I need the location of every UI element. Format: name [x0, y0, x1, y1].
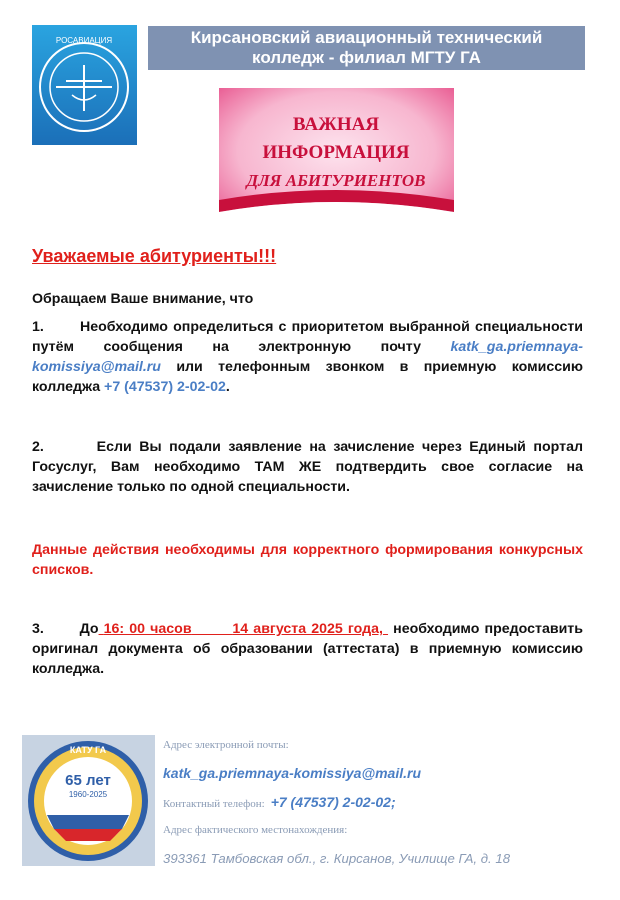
item-1-phone: +7 (47537) 2-02-02 [104, 379, 226, 395]
item-1-text-b: или телефонным звонком в приемную комиссию колледжа [32, 359, 583, 395]
item-2 [32, 437, 583, 497]
item-3 [32, 619, 583, 679]
item-1-email-link[interactable]: katk_ga.priemnaya-komissiya@mail.ru [32, 339, 583, 375]
phone-label: Контактный телефон: [163, 798, 265, 810]
phone-row [163, 794, 396, 810]
footer-email-link[interactable]: katk_ga.priemnaya-komissiya@mail.ru [163, 765, 421, 781]
deadline-date: 14 августа 2025 года, [232, 621, 383, 637]
banner-line1: ВАЖНАЯ [292, 114, 380, 135]
warning-text: Данные действия необходимы для корректного формирования конкурсных списков. [32, 542, 583, 578]
banner-line2: ИНФОРМАЦИЯ [262, 142, 410, 163]
important-info-banner [219, 88, 454, 228]
item-1-number: 1. [32, 319, 44, 335]
college-title-line1: Кирсановский авиационный технический [190, 28, 543, 47]
item-1-dot: . [225, 379, 230, 395]
svg-text:КАТУ ГА: КАТУ ГА [69, 745, 107, 755]
item-3-prefix: До [79, 621, 99, 637]
svg-text:65 лет: 65 лет [65, 772, 111, 789]
item-3-number: 3. [32, 621, 44, 637]
intro-text: Обращаем Ваше внимание, что [32, 291, 254, 307]
item-1 [32, 317, 583, 397]
anniversary-logo [22, 735, 155, 866]
deadline-time: 16: 00 часов [103, 621, 192, 637]
greeting-heading: Уважаемые абитуриенты!!! [32, 246, 277, 266]
college-logo [32, 25, 137, 145]
college-title-line2: колледж - филиал МГТУ ГА [252, 48, 481, 67]
svg-text:РОСАВИАЦИЯ: РОСАВИАЦИЯ [55, 36, 113, 45]
item-1-text-a: Необходимо определиться с приоритетом выбранной специальности путём сообщения на электронную почту [32, 319, 584, 355]
footer-address: 393361 Тамбовская обл., г. Кирсанов, Училище ГА, д. 18 [163, 851, 511, 866]
footer-phone: +7 (47537) 2-02-02; [270, 794, 396, 810]
address-label: Адрес фактического местонахождения: [163, 824, 348, 836]
item-2-text: Если Вы подали заявление на зачисление через Единый портал Госуслуг, Вам необходимо ТАМ ЖЕ подтвердить свое согласие на зачисление только по одной специальности. [32, 439, 584, 495]
item-3-text: необходимо предоставить оригинал документа об образовании (аттестата) в приемную комиссию колледжа. [32, 621, 583, 677]
svg-text:1960-2025: 1960-2025 [68, 790, 108, 799]
banner-line3: ДЛЯ АБИТУРИЕНТОВ [246, 171, 426, 190]
college-title-banner [148, 26, 585, 70]
item-2-number: 2. [32, 439, 44, 455]
email-label: Адрес электронной почты: [163, 739, 289, 751]
